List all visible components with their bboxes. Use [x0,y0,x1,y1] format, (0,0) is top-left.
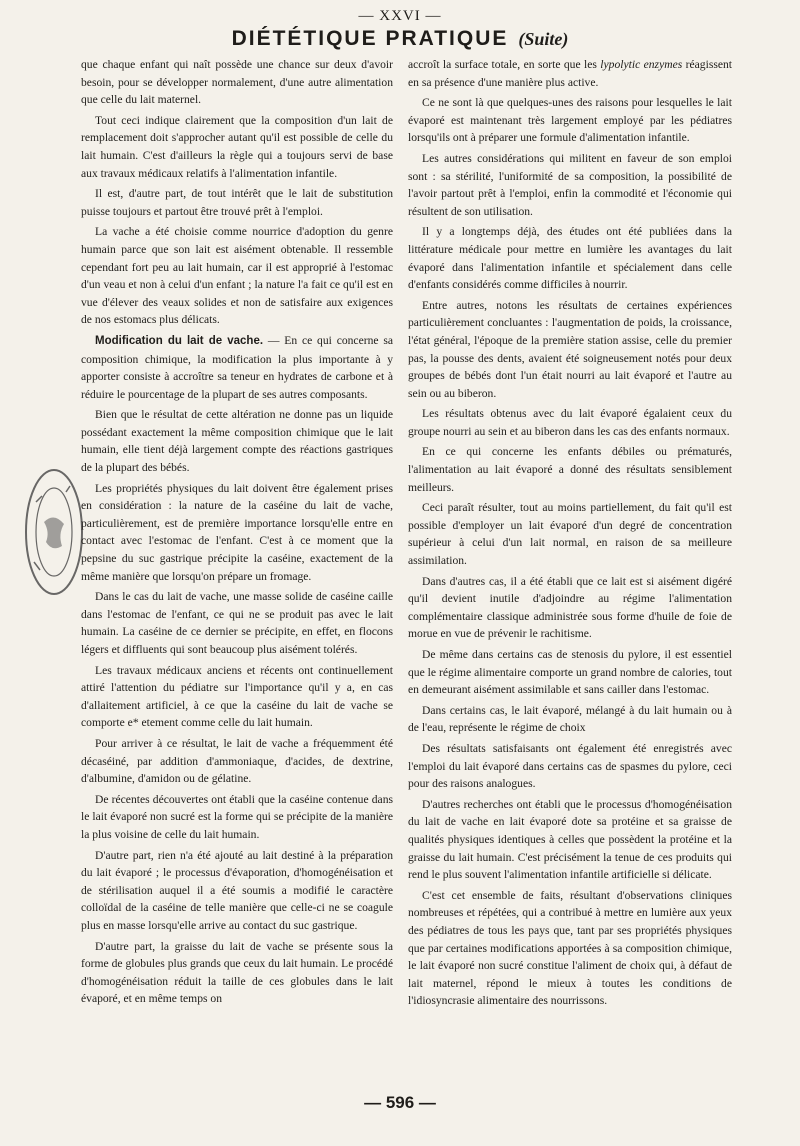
paragraph-text: Bien que le résultat de cette altération ne donne pas un liquide possédant exactement la même composition chimique que le lait humain, elle tient déjà largement compte des réactions gastriques de la plupart des bébés. [81,408,393,475]
paragraph [408,573,732,643]
section-heading: Modification du lait de vache. [95,334,264,347]
paragraph-text: Dans d'autres cas, il a été établi que ce lait est si aisément digéré qu'il devient inutile d'adjoindre au régime l'alimentation complémentaire classique administrée sous forme d'huile de foie de morue en vue de prévenir le rachitisme. [408,574,732,641]
paragraph-text: Les propriétés physiques du lait doivent être également prises en considération : la nature de la caséine du lait de vache, particulièrement, est de première importance lorsqu'elle entre en contact avec l'estomac de l'enfant. C'est à ce moment que la pepsine du suc gastrique précipite la caséine, exactement de la même manière que lorsqu'on prépare un fromage. [81,481,393,583]
paragraph [408,740,732,793]
paragraph-text: Il est, d'autre part, de tout intérêt que le lait de substitution puisse toujours et partout être trouvé prêt à l'emploi. [81,187,393,218]
paragraph [408,702,732,737]
paragraph-text: D'autres recherches ont établi que le processus d'homogénéisation du lait de vache en lait évaporé dote sa protéine et sa graisse de qualités physiques identiques à celles que possèdent la protéine et la graisse du lait humain. C'est précisément la tenue de ces produits qui rend le plus souvent l'alimentation infantile artificielle si délicate. [408,797,732,882]
paragraph-text: Les autres considérations qui militent en faveur de son emploi sont : sa stérilité, l'uniformité de sa composition, la possibilité de l'avoir partout prêt à l'emploi, enfin la commodité et l'économie qui résultent de son utilisation. [408,151,732,218]
paragraph [81,588,393,658]
paragraph [408,94,732,147]
paragraph-text: Il y a longtemps déjà, des études ont été publiées dans la littérature médicale pour mettre en lumière les avantages du lait évaporé dans l'alimentation infantile et spécialement dans celle d'enfants considérés comme difficiles à nourrir. [408,225,732,292]
paragraph [81,332,393,403]
paragraph [408,223,732,293]
paragraph [408,499,732,569]
paragraph [81,735,393,788]
paragraph-text: La vache a été choisie comme nourrice d'adoption du genre humain parce que son lait est aisément obtenable. Il ressemble cependant fort peu au lait humain, car il est approprié à l'estomac d'un veau et non à celui d'un enfant ; la nature l'a fait ce qu'il est en vue d'élever des veaux solides et non de satisfaire aux exigences de nos estomacs plus délicats. [81,225,393,327]
paragraph-text: Ce ne sont là que quelques-unes des raisons pour lesquelles le lait évaporé est maintenant très largement employé par les pédiatres lorsqu'ils ont à préparer une formule d'alimentation infantile. [408,96,732,145]
paragraph-text: De même dans certains cas de stenosis du pylore, il est essentiel que le régime alimentaire comporte un grand nombre de calories, tout en demeurant aisément assimilable et sans cailler dans l'estomac. [408,648,732,697]
paragraph [81,791,393,844]
title-suite: (Suite) [518,29,569,49]
paragraph [81,938,393,1008]
paragraph-text: De récentes découvertes ont établi que la caséine contenue dans le lait évaporé non sucré est la forme qui se précipite de la manière la plus voisine de celle du lait humain. [81,792,393,841]
paragraph-text: Tout ceci indique clairement que la composition d'un lait de remplacement doit s'approcher autant qu'il est possible de celle du lait humain. C'est d'ailleurs la règle qui a toujours servi de base aux travaux médicaux relatifs à l'alimentation infantile. [81,113,393,180]
paragraph-text: D'autre part, rien n'a été ajouté au lait destiné à la préparation du lait évaporé ; le processus d'évaporation, d'homogénéisation et de stérilisation auquel il a été soumis a modifié le caractère colloïdal de la caséine de telle manière que celle-ci ne se coagule plus en masse lorsqu'elle arrive au contact du suc gastrique. [81,848,393,932]
paragraph [81,223,393,329]
paragraph-text: réagissent en sa présence d'une manière plus active. [408,58,733,89]
paragraph [408,150,732,220]
paragraph-text: D'autre part, la graisse du lait de vache se présente sous la forme de globules plus grands que ceux du lait humain. Le procédé d'homogénéisation réduit la taille de ces globules dans le lait évaporé, et en même temps on [81,939,393,1006]
italic-term: lypolytic enzymes [600,58,683,71]
paragraph [408,297,732,403]
paragraph [408,646,732,699]
paragraph-text: Ceci paraît résulter, tout au moins partiellement, du fait qu'il est possible d'employer un lait évaporé d'un degré de concentration supérieur à celui d'un lait normal, en raison de sa meilleure assimilation. [408,501,732,568]
paragraph-text: — En ce qui concerne sa composition chimique, la modification la plus importante à y apporter consiste à accroître sa teneur en hydrates de carbone et à réduire le pourcentage de la plupart de ses autres composants. [81,333,393,401]
paragraph-text: que chaque enfant qui naît possède une chance sur deux d'avoir besoin, pour se développer normalement, d'une autre alimentation que celle du lait maternel. [81,58,393,107]
right-column [408,56,732,1013]
page-number: — 596 — [364,1093,436,1112]
paragraph [81,112,393,182]
paragraph-text: Pour arriver à ce résultat, le lait de vache a fréquemment été décaséiné, par addition d'ammoniaque, d'acides, de dextrine, d'albumine, d'amidon ou de gélatine. [81,736,393,786]
paragraph-text: accroît la surface totale, en sorte que les [408,58,601,71]
paragraph [408,405,732,440]
paragraph [81,185,393,220]
paragraph [81,480,393,586]
paragraph [81,847,393,935]
paragraph [408,56,732,91]
paragraph-text: En ce qui concerne les enfants débiles ou prématurés, l'alimentation au lait évaporé a donné des résultats sensiblement meilleurs. [408,445,732,494]
paragraph-text: Entre autres, notons les résultats de certaines expériences particulièrement concluantes : l'augmentation de poids, la croissance, l'état général, l'époque de la première station assise, celle du premier pas, la pousse des dents, avaient été soigneusement notés pour deux groupes de bébés dont l'un était nourri au lait évaporé et l'autre au sein ou au biberon. [408,298,732,400]
library-stamp-icon [14,462,86,602]
paragraph [81,662,393,732]
paragraph [408,796,732,884]
page-title [0,27,800,51]
paragraph [408,443,732,496]
left-column [81,56,393,1011]
title-main: DIÉTÉTIQUE PRATIQUE [231,27,509,50]
paragraph-text: Les résultats obtenus avec du lait évaporé égalaient ceux du groupe nourri au sein et au biberon dans les cas des enfants normaux. [408,407,732,438]
paragraph-text: Des résultats satisfaisants ont également été enregistrés avec l'emploi du lait évaporé dans certains cas de spasmes du pylore, ceci pour des raisons analogues. [408,741,732,791]
paragraph [81,56,393,109]
paragraph-text: Les travaux médicaux anciens et récents ont continuellement attiré l'attention du pédiatre sur l'importance qu'il y a, en cas d'allaitement artificiel, à ce que la caséine du lait de vache se comporte e* etement comme celle du lait humain. [81,663,393,730]
paragraph-text: Dans certains cas, le lait évaporé, mélangé à du lait humain ou à de l'eau, représente le régime de choix [408,703,732,735]
paragraph-text: Dans le cas du lait de vache, une masse solide de caséine caille dans l'estomac de l'enfant, ce qui ne se produit pas avec le lait humain. La caséine de ce dernier se précipite, en effet, en flocons légers et diffluents qui sont beaucoup plus aisément tolérés. [81,590,393,656]
paragraph-text: C'est cet ensemble de faits, résultant d'observations cliniques nombreuses et répétées, qui a contribué à mettre en lumière aux yeux des pédiatres de tous les pays que, tant par ses propriétés physiques que par certaines modifications apportées à sa composition chimique, le lait évaporé non sucré constitue l'aliment de choix qui, à défaut de lait maternel, répond le mieux à toutes les conditions de l'idiosyncrasie alimentaire des nourrissons. [408,888,732,1008]
page-number-roman: — XXVI — [358,8,442,24]
paragraph [408,887,732,1010]
paragraph [81,406,393,476]
